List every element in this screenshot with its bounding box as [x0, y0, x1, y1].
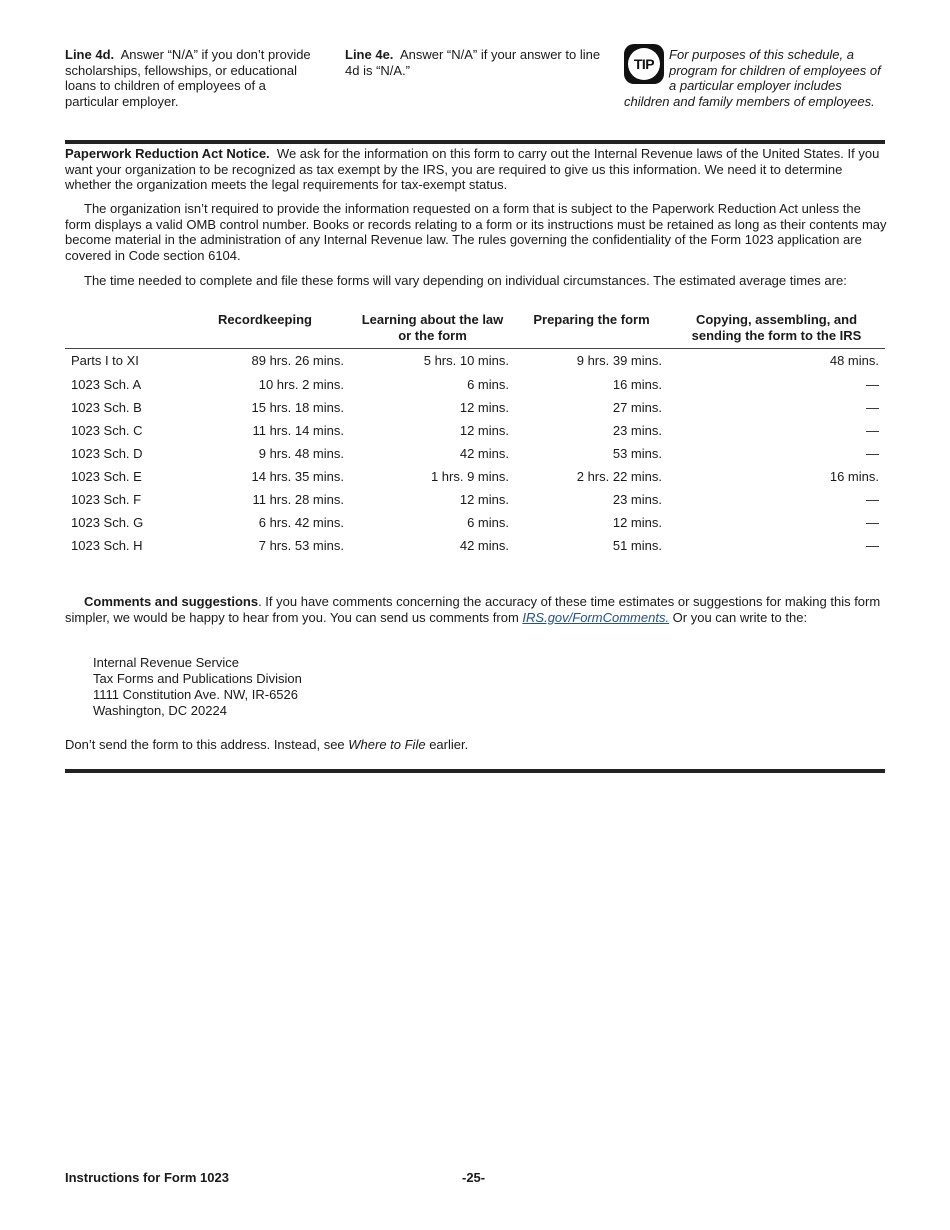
tip-text: For purposes of this schedule, a program for children of employees of a particular employer includes children and family members of employees. [624, 47, 881, 109]
cell-learning: 1 hrs. 9 mins. [430, 469, 509, 485]
cell-learning: 12 mins. [459, 400, 509, 416]
line-4d-instruction [65, 47, 315, 109]
header-recordkeeping: Recordkeeping [180, 311, 350, 349]
header-form [65, 311, 180, 349]
row-label: 1023 Sch. H [71, 538, 143, 554]
cell-copying: — [866, 515, 879, 531]
cell-preparing: 9 hrs. 39 mins. [576, 353, 662, 369]
cell-learning: 42 mins. [459, 538, 509, 554]
table-row [65, 535, 885, 558]
where-to-file-reference: Where to File [348, 737, 426, 752]
cell-copying: — [866, 538, 879, 554]
form-comments-link[interactable]: IRS.gov/FormComments. [522, 609, 670, 625]
cell-learning: 5 hrs. 10 mins. [423, 353, 509, 369]
address-line: Washington, DC 20224 [93, 703, 227, 718]
cell-recordkeeping: 9 hrs. 48 mins. [258, 446, 344, 462]
cell-preparing: 23 mins. [612, 423, 662, 439]
cell-copying: 48 mins. [829, 353, 879, 369]
tip-box [624, 47, 886, 109]
line-4d-text: Answer “N/A” if you don’t provide scholarships, fellowships, or educational loans to children of employees of a particular employer. [65, 47, 311, 109]
table-row [65, 397, 885, 420]
section-divider-bottom [65, 769, 885, 773]
cell-copying: — [866, 492, 879, 508]
time-estimate-paragraph: The time needed to complete and file these forms will vary depending on individual circumstances. The estimated average times are: [84, 273, 847, 288]
header-preparing: Preparing the form [515, 311, 668, 349]
cell-learning: 42 mins. [459, 446, 509, 462]
cell-copying: — [866, 400, 879, 416]
row-label: 1023 Sch. G [71, 515, 144, 531]
paperwork-notice-heading: Paperwork Reduction Act Notice. [65, 146, 270, 161]
cell-recordkeeping: 15 hrs. 18 mins. [251, 400, 344, 416]
cell-learning: 12 mins. [459, 492, 509, 508]
table-row [65, 512, 885, 535]
cell-recordkeeping: 10 hrs. 2 mins. [258, 377, 344, 393]
cell-preparing: 16 mins. [612, 377, 662, 393]
row-label: 1023 Sch. C [71, 423, 143, 439]
cell-learning: 12 mins. [459, 423, 509, 439]
cell-recordkeeping: 11 hrs. 28 mins. [252, 492, 344, 508]
cell-learning: 6 mins. [467, 377, 509, 393]
cell-copying: 16 mins. [829, 469, 879, 485]
cell-preparing: 27 mins. [612, 400, 662, 416]
cell-learning: 6 mins. [467, 515, 509, 531]
cell-copying: — [866, 377, 879, 393]
cell-recordkeeping: 7 hrs. 53 mins. [258, 538, 344, 554]
header-copying: Copying, assembling, and sending the form to the IRS [668, 311, 885, 349]
tip-icon [624, 44, 664, 84]
line-4e-text: Answer “N/A” if your answer to line 4d is “N/A.” [345, 47, 601, 78]
line-4e-instruction [345, 47, 603, 78]
row-label: 1023 Sch. F [71, 492, 142, 508]
dont-send-note [65, 737, 887, 753]
dont-send-text: Don’t send the form to this address. Instead, see [65, 737, 349, 752]
cell-recordkeeping: 11 hrs. 14 mins. [252, 423, 344, 439]
time-estimates-table [65, 311, 885, 558]
cell-preparing: 53 mins. [612, 446, 662, 462]
table-header-row [65, 311, 885, 349]
paperwork-notice-text: We ask for the information on this form to carry out the Internal Revenue laws of the United States. If you want your organization to be recognized as tax exempt by the IRS, you are required to give us this information. We need it to determine whether the organization meets the legal requirements for tax-exempt status. [65, 146, 880, 193]
cell-recordkeeping: 89 hrs. 26 mins. [251, 353, 344, 369]
cell-copying: — [866, 446, 879, 462]
tip-badge-label: TIP [628, 48, 660, 80]
table-row [65, 489, 885, 512]
cell-recordkeeping: 6 hrs. 42 mins. [258, 515, 344, 531]
cell-copying: — [866, 423, 879, 439]
line-4d-label: Line 4d. [65, 47, 115, 62]
line-4e-label: Line 4e. [345, 47, 394, 62]
address-line: 1111 Constitution Ave. NW, IR-6526 [93, 687, 298, 702]
table-row [65, 374, 885, 397]
row-label: 1023 Sch. A [71, 377, 142, 393]
section-divider-top [65, 140, 885, 144]
cell-recordkeeping: 14 hrs. 35 mins. [251, 469, 344, 485]
paperwork-notice-paragraph [65, 146, 887, 193]
dont-send-text-end: earlier. [425, 737, 469, 752]
omb-paragraph: The organization isn’t required to provide the information requested on a form that is subject to the Paperwork Reduction Act unless the form displays a valid OMB control number. Books or records relating to a form or its instructions must be retained as long as their contents may become material in the administration of any Internal Revenue law. The rules governing the confidentiality of the Form 1023 application are covered in Code section 6104. [65, 201, 887, 263]
cell-preparing: 23 mins. [612, 492, 662, 508]
cell-preparing: 2 hrs. 22 mins. [576, 469, 662, 485]
row-label: 1023 Sch. D [71, 446, 143, 462]
table-row [65, 349, 885, 374]
row-label: 1023 Sch. B [71, 400, 142, 416]
address-line: Internal Revenue Service [93, 655, 239, 670]
comments-text-end: Or you can write to the: [669, 609, 808, 625]
table-row [65, 420, 885, 443]
comments-heading: Comments and suggestions [84, 594, 259, 609]
table-row [65, 466, 885, 489]
cell-preparing: 12 mins. [612, 515, 662, 531]
address-line: Tax Forms and Publications Division [93, 671, 302, 686]
comments-text: . If you have comments concerning the accuracy of these time estimates or suggestions for making this form simpler, we would be happy to hear from you. You can send us comments from [65, 594, 881, 625]
table-row [65, 443, 885, 466]
comments-paragraph [65, 594, 887, 625]
footer-form-title: Instructions for Form 1023 [65, 1170, 229, 1185]
row-label: 1023 Sch. E [71, 469, 142, 485]
header-learning: Learning about the law or the form [350, 311, 515, 349]
page-number: -25- [462, 1170, 486, 1185]
cell-preparing: 51 mins. [612, 538, 662, 554]
mailing-address [93, 655, 593, 719]
row-label: Parts I to XI [71, 353, 139, 369]
